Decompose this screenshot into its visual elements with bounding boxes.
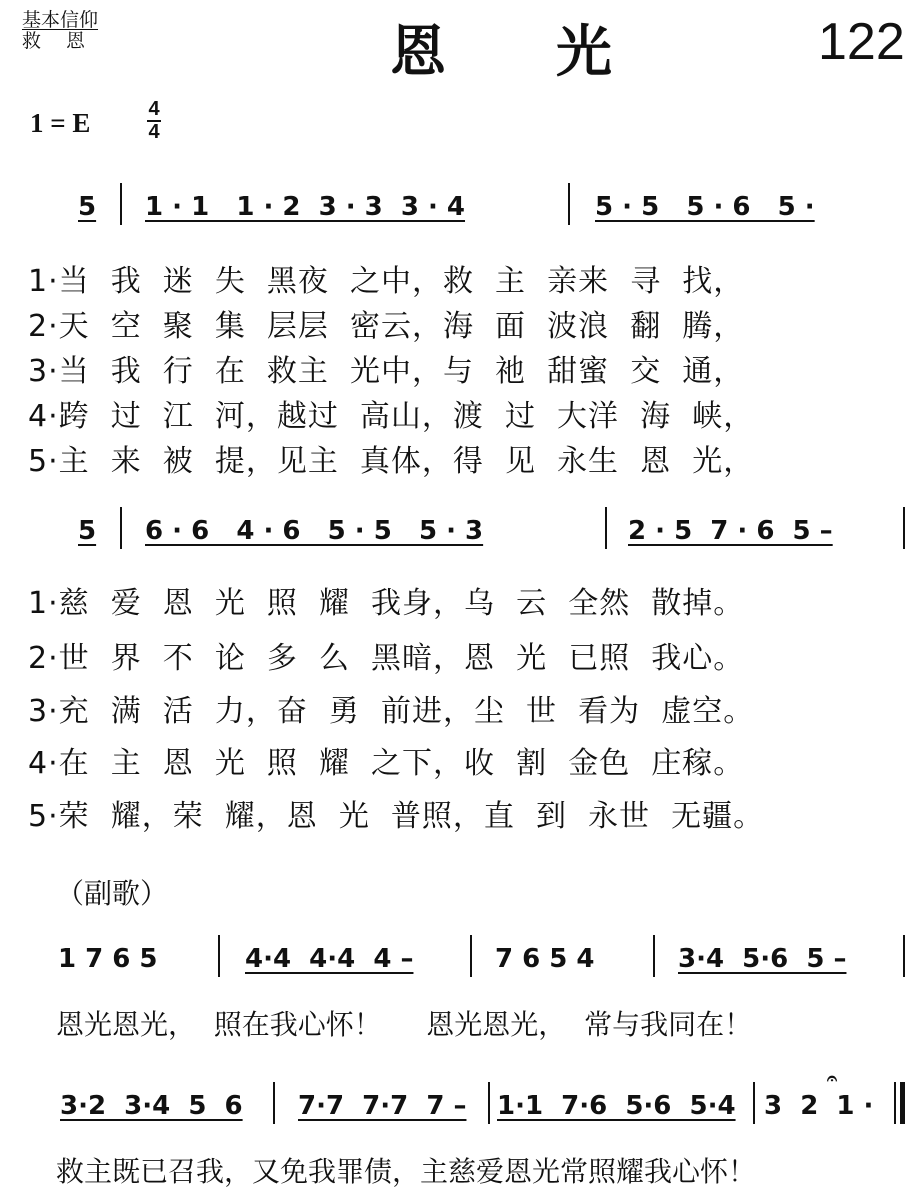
- music-note: 5: [78, 516, 97, 546]
- music-measure: 3 2 1 ·: [764, 1091, 874, 1121]
- lyric-line: 3·充 满 活 力，奋 勇 前进，尘 世 看为 虚空。: [28, 694, 755, 729]
- lyric-line: 4·在 主 恩 光 照 耀 之下，收 割 金色 庄稼。: [28, 746, 745, 781]
- music-measure: 1·1 7·6 5·6 5·4: [497, 1091, 736, 1121]
- music-measure: 7 6 5 4: [495, 944, 595, 974]
- chorus-label: （副歌）: [56, 877, 169, 910]
- hymn-title: 恩光: [390, 20, 722, 85]
- hymn-number: 122: [818, 13, 905, 71]
- lyric-line: 1·慈 爱 恩 光 照 耀 我身，乌 云 全然 散掉。: [28, 586, 745, 621]
- lyric-line: 4·跨 过 江 河，越过 高山，渡 过 大洋 海 峡，: [28, 399, 755, 434]
- time-signature: [147, 100, 161, 142]
- category-line-1: 基本信仰: [22, 9, 99, 31]
- music-note: 5: [78, 192, 97, 222]
- time-signature-top: 4: [148, 98, 160, 120]
- lyric-line: 5·主 来 被 提，见主 真体，得 见 永生 恩 光，: [28, 444, 755, 479]
- time-signature-bottom: 4: [148, 121, 160, 143]
- category-line-2: 救 恩: [22, 30, 86, 52]
- refrain-lyric-line: 恩光恩光， 照在我心怀！ 恩光恩光， 常与我同在！: [56, 1008, 753, 1041]
- lyric-line: 1·当 我 迷 失 黑夜 之中，救 主 亲来 寻 找，: [28, 264, 745, 299]
- lyric-line: 2·天 空 聚 集 层层 密云，海 面 波浪 翻 腾，: [28, 309, 745, 344]
- fermata-icon: 𝄐: [827, 1068, 838, 1089]
- music-measure: 3·2 3·4 5 6: [60, 1091, 243, 1121]
- lyric-line: 2·世 界 不 论 多 么 黑暗，恩 光 已照 我心。: [28, 641, 745, 676]
- category-label: [22, 10, 98, 52]
- music-measure: 7·7 7·7 7 –: [298, 1091, 467, 1121]
- music-measure: 4·4 4·4 4 –: [245, 944, 414, 974]
- music-measure: 6 · 6 4 · 6 5 · 5 5 · 3: [145, 516, 484, 546]
- key-signature: 1 = E: [30, 108, 91, 138]
- music-measure: 1 7 6 5: [58, 944, 158, 974]
- music-measure: 1 · 1 1 · 2 3 · 3 3 · 4: [145, 192, 466, 222]
- lyric-line: 5·荣 耀，荣 耀，恩 光 普照，直 到 永世 无疆。: [28, 799, 765, 834]
- music-measure: 5 · 5 5 · 6 5 ·: [595, 192, 815, 222]
- refrain-lyric-line: 救主既已召我，又免我罪债，主慈爱恩光常照耀我心怀！: [56, 1155, 757, 1188]
- music-measure: 2 · 5 7 · 6 5 –: [628, 516, 833, 546]
- lyric-line: 3·当 我 行 在 救主 光中，与 祂 甜蜜 交 通，: [28, 354, 745, 389]
- music-measure: 3·4 5·6 5 –: [678, 944, 847, 974]
